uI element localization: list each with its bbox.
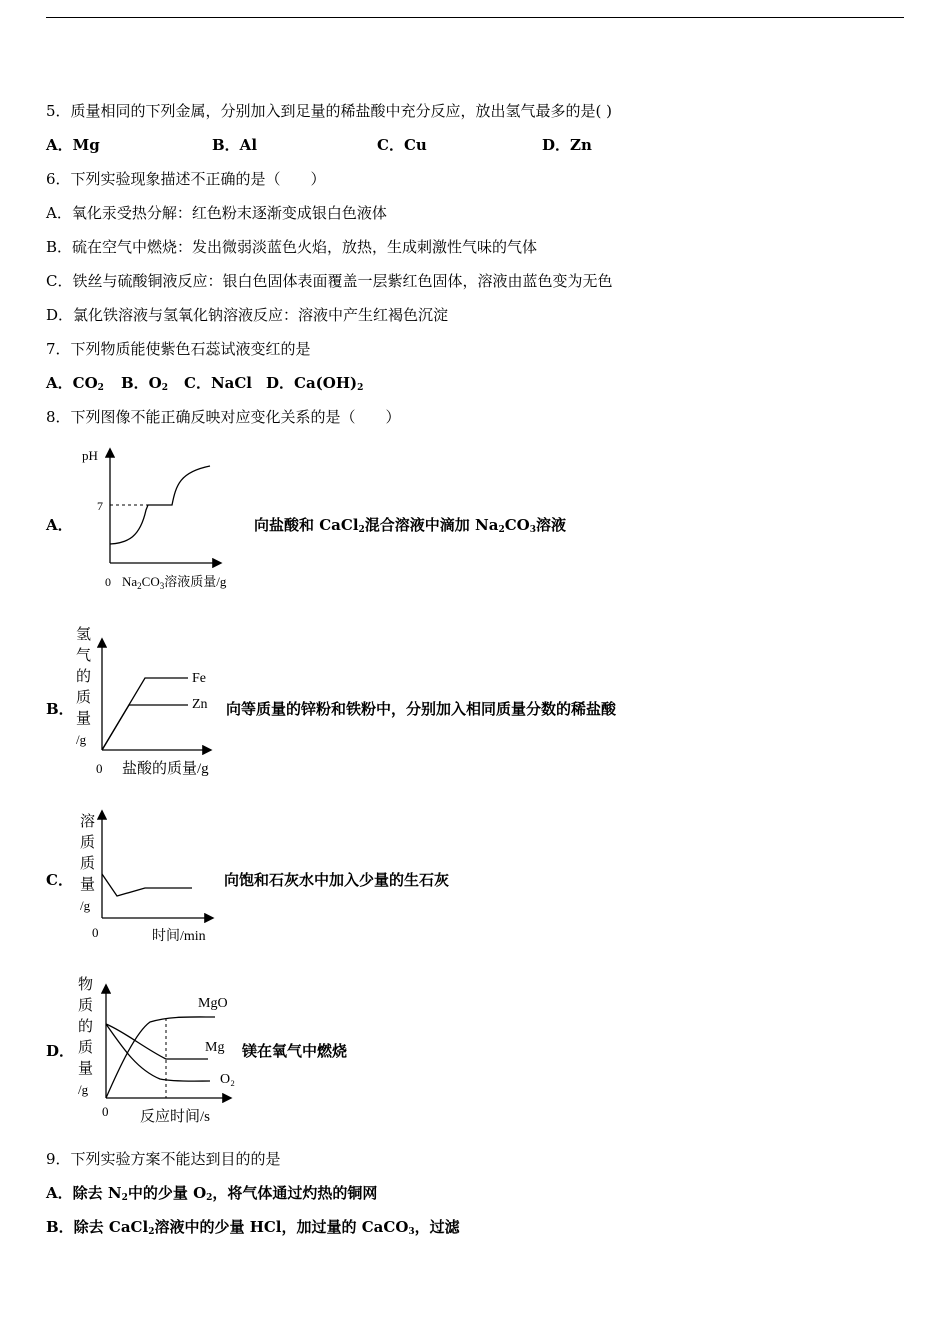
solute-mass-line [102, 874, 192, 896]
x-axis-label: $Na_2CO_3$溶液质量/g [122, 574, 227, 591]
fe-series-label: Fe [192, 671, 206, 686]
q8-option-a-label[interactable]: A． [46, 516, 73, 534]
svg-text:量: 量 [78, 1061, 94, 1077]
tick-7-label: 7 [97, 499, 103, 513]
q6-option-b[interactable]: B．硫在空气中燃烧：发出微弱淡蓝色火焰，放热，生成刺激性气味的气体 [46, 238, 538, 256]
mgo-series-label: MgO [198, 996, 228, 1011]
svg-text:/g: /g [78, 1082, 89, 1097]
q6-option-a[interactable]: A．氧化汞受热分解：红色粉末逐渐变成银白色液体 [46, 204, 387, 222]
q7-option-d[interactable]: D．$Ca(OH)_2$ [266, 374, 364, 393]
y-axis-label [80, 813, 95, 913]
svg-text:/g: /g [76, 732, 87, 747]
y-axis-label [78, 975, 93, 1097]
y-axis-label [76, 626, 91, 747]
q6-option-d[interactable]: D．氯化铁溶液与氢氧化钠溶液反应：溶液中产生红褐色沉淀 [46, 306, 449, 324]
origin-label: 0 [105, 575, 111, 589]
q5-option-a[interactable]: A．Mg [46, 136, 100, 154]
zn-line [102, 705, 188, 750]
svg-text:量: 量 [80, 877, 96, 893]
q8-option-c-label[interactable]: C． [46, 871, 73, 889]
q8-option-c-desc: 向饱和石灰水中加入少量的生石灰 [224, 871, 450, 889]
mg-series-label: Mg [205, 1040, 225, 1055]
fe-line [102, 678, 188, 750]
origin-label: 0 [96, 761, 103, 776]
svg-text:的: 的 [78, 1019, 94, 1035]
q5-option-d[interactable]: D．Zn [542, 136, 592, 154]
q8-option-a-desc: 向盐酸和 CaCl$_2$混合溶液中滴加 $Na_2CO_3$溶液 [254, 516, 567, 535]
svg-text:质: 质 [78, 998, 94, 1014]
q8-option-d-desc: 镁在氧气中燃烧 [242, 1042, 348, 1060]
origin-label: 0 [92, 925, 99, 940]
svg-text:溶: 溶 [80, 814, 96, 830]
q8-option-d-label[interactable]: D． [46, 1042, 75, 1060]
mg-curve [106, 1024, 208, 1059]
y-axis-label: pH [82, 448, 98, 463]
svg-text:质: 质 [78, 1040, 94, 1056]
q9-option-b[interactable]: B．除去 CaCl$_2$溶液中的少量 HCl，加过量的 CaCO$_3$，过滤 [46, 1218, 460, 1237]
svg-text:物: 物 [78, 977, 94, 993]
q5-option-b[interactable]: B．Al [212, 136, 258, 154]
q6-stem: 6．下列实验现象描述不正确的是（ ） [46, 170, 326, 188]
q6-option-c[interactable]: C．铁丝与硫酸铜液反应：银白色固体表面覆盖一层紫红色固体，溶液由蓝色变为无色 [46, 272, 613, 290]
q5-stem: 5．质量相同的下列金属，分别加入到足量的稀盐酸中充分反应，放出氢气最多的是( ) [46, 102, 613, 120]
svg-text:的: 的 [76, 669, 92, 685]
header-rule [46, 17, 904, 18]
svg-text:气: 气 [76, 648, 92, 664]
q9-option-a[interactable]: A．除去 $N_2$中的少量 $O_2$，将气体通过灼热的铜网 [46, 1184, 378, 1203]
q7-stem: 7．下列物质能使紫色石蕊试液变红的是 [46, 340, 311, 358]
origin-label: 0 [102, 1104, 109, 1119]
q8-graph-d [70, 966, 250, 1132]
svg-text:质: 质 [80, 835, 96, 851]
q7-option-c[interactable]: C．NaCl [184, 374, 253, 392]
svg-text:量: 量 [76, 711, 92, 727]
svg-text:质: 质 [76, 690, 92, 706]
q5-option-c[interactable]: C．Cu [377, 136, 427, 154]
q9-stem: 9．下列实验方案不能达到目的的是 [46, 1150, 281, 1168]
svg-text:/g: /g [80, 898, 91, 913]
q8-option-b-label[interactable]: B． [46, 700, 74, 718]
q7-option-a[interactable]: A．$CO_2$ [46, 374, 104, 393]
svg-text:质: 质 [80, 856, 96, 872]
zn-series-label: Zn [192, 697, 208, 712]
x-axis-label: 盐酸的质量/g [122, 761, 209, 777]
q8-graph-a [70, 440, 260, 600]
x-axis-label: 时间/min [152, 929, 206, 944]
mgo-curve [106, 1017, 215, 1098]
svg-text:氢: 氢 [76, 627, 92, 643]
q8-option-b-desc: 向等质量的锌粉和铁粉中，分别加入相同质量分数的稀盐酸 [226, 700, 617, 718]
x-axis-label: 反应时间/s [140, 1109, 211, 1125]
q8-stem: 8．下列图像不能正确反映对应变化关系的是（ ） [46, 408, 401, 426]
o2-series-label: O₂ [220, 1072, 235, 1087]
q8-graph-c [70, 806, 230, 946]
q7-option-b[interactable]: B．$O_2$ [121, 374, 169, 393]
q8-graph-b [70, 622, 230, 782]
